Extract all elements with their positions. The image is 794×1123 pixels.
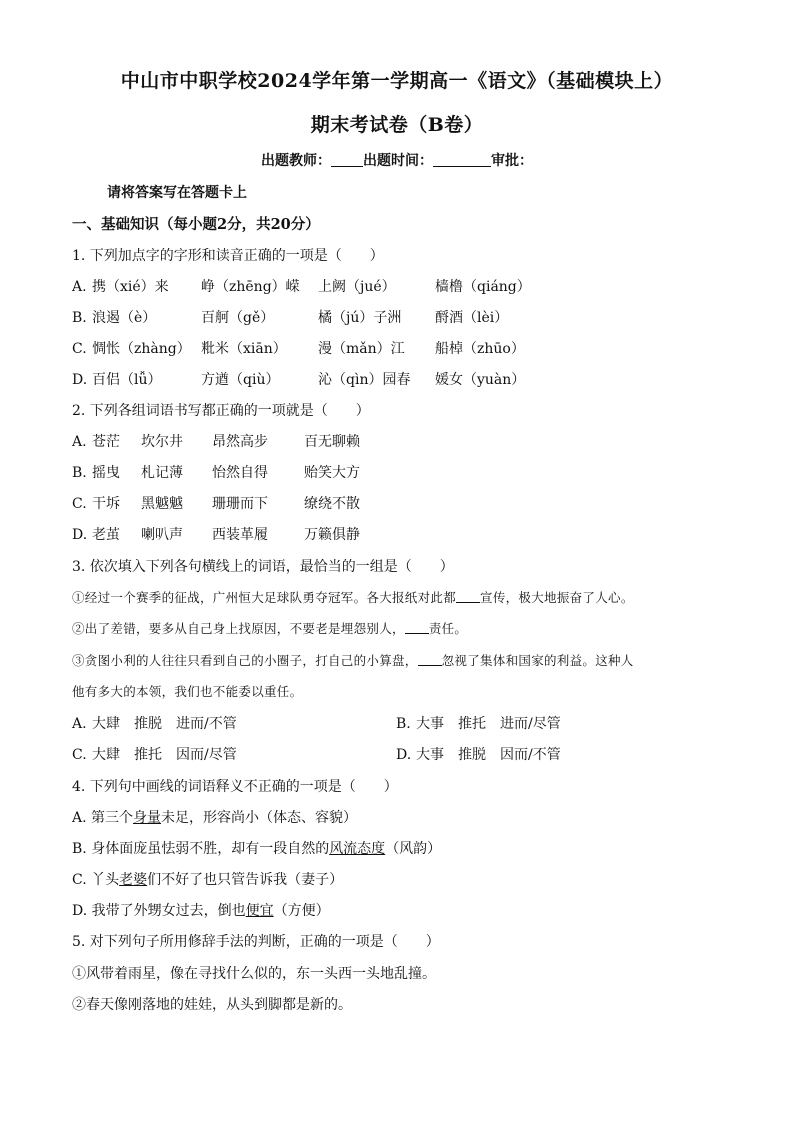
time-label: 出题时间： [363, 153, 433, 169]
option-item: 万籁俱静 [304, 527, 360, 543]
option-letter: D. [396, 747, 412, 763]
option-item: 大肆 推脱 进而/不管 [92, 716, 237, 732]
option-item: 札记薄 [141, 465, 183, 481]
option-item: 坎尔井 [141, 434, 183, 450]
option-item: 喇叭声 [141, 527, 183, 543]
option-item: 酹酒（lèi） [435, 310, 509, 326]
q3-option-d [396, 744, 561, 764]
q1-option-b [72, 307, 508, 327]
option-item: 船棹（zhūo） [435, 341, 525, 357]
q1-option-c [72, 338, 525, 358]
underlined-term: 身量 [133, 810, 162, 826]
option-item: 大肆 推托 因而/尽管 [92, 747, 237, 763]
option-item: 携（xié）来 [92, 279, 169, 295]
option-item: 西装革履 [212, 527, 268, 543]
option-item: 上阙（jué） [318, 279, 396, 295]
option-item: 怡然自得 [212, 465, 268, 481]
q4-option-d [72, 900, 330, 920]
option-letter: A. [72, 279, 87, 295]
option-text: 未足，形容尚小（体态、容貌） [161, 810, 358, 826]
exam-meta [0, 150, 794, 170]
q2-option-b [72, 462, 360, 482]
option-item: 昂然高步 [212, 434, 268, 450]
q3-option-c [72, 744, 237, 764]
q2-option-c [72, 493, 360, 513]
fill-blank [456, 590, 480, 603]
option-item: 方遒（qiù） [201, 372, 280, 388]
option-text: C. 丫头 [72, 872, 120, 888]
option-text: D. 我带了外甥女过去，倒也 [72, 903, 246, 919]
option-item: 百舸（gě） [201, 310, 275, 326]
sentence-text: 宣传，极大地振奋了人心。 [480, 590, 634, 605]
option-item: 大事 推脱 因而/不管 [416, 747, 561, 763]
option-item: 摇曳 [92, 465, 120, 481]
time-blank [433, 152, 491, 167]
answer-note: 请将答案写在答题卡上 [107, 185, 247, 201]
underlined-term: 老婆 [119, 872, 148, 888]
teacher-blank [331, 152, 363, 167]
sentence-text: 忽视了集体和国家的利益。这种人 [441, 653, 634, 668]
option-item: 粃米（xiān） [201, 341, 287, 357]
fill-blank [405, 621, 429, 634]
option-item: 贻笑大方 [304, 465, 360, 481]
option-item: 珊珊而下 [212, 496, 268, 512]
q1-stem: 1. 下列加点字的字形和读音正确的一项是（ ） [72, 248, 384, 264]
option-item: 橘（jú）子洲 [318, 310, 402, 326]
option-letter: D. [72, 527, 88, 543]
q5-stem: 5. 对下列句子所用修辞手法的判断，正确的一项是（ ） [72, 934, 440, 950]
q2-stem: 2. 下列各组词语书写都正确的一项就是（ ） [72, 403, 370, 419]
option-letter: D. [72, 372, 88, 388]
q3-stem: 3. 依次填入下列各句横线上的词语，最恰当的一组是（ ） [72, 559, 454, 575]
option-item: 沁（qìn）园春 [318, 372, 411, 388]
option-text: B. 身体面庞虽怯弱不胜，却有一段自然的 [72, 841, 330, 857]
underlined-term: 便宜 [245, 903, 274, 919]
sentence-text: 责任。 [428, 621, 468, 636]
option-text: （风韵） [385, 841, 442, 857]
option-letter: C. [72, 496, 87, 512]
q3-sentence-1 [72, 588, 634, 606]
option-item: 缭绕不散 [304, 496, 360, 512]
reviewer-label: 审批： [491, 153, 533, 169]
q1-option-d [72, 369, 525, 389]
option-item: 惆怅（zhàng） [92, 341, 191, 357]
option-item: 苍茫 [92, 434, 120, 450]
q3-option-b [396, 713, 561, 733]
option-item: 大事 推托 进而/尽管 [416, 716, 561, 732]
option-item: 媛女（yuàn） [435, 372, 526, 388]
option-item: 漫（mǎn）江 [318, 341, 405, 357]
q2-option-d [72, 524, 360, 544]
option-item: 浪遏（è） [92, 310, 157, 326]
teacher-label: 出题教师： [261, 153, 331, 169]
option-letter: C. [72, 341, 87, 357]
fill-blank [418, 653, 442, 666]
option-text: A. 第三个 [72, 810, 134, 826]
q5-sentence-2: ②春天像刚落地的娃娃，从头到脚都是新的。 [72, 997, 352, 1013]
q4-option-c [72, 869, 343, 889]
option-item: 黑魆魆 [141, 496, 183, 512]
option-item: 百侣（lǚ） [92, 372, 162, 388]
q2-option-a [72, 431, 360, 451]
option-item: 老茧 [92, 527, 120, 543]
sentence-text: ③贪图小利的人往往只看到自己的小圈子，打自己的小算盘， [72, 653, 418, 668]
option-letter: B. [72, 310, 87, 326]
underlined-term: 风流态度 [329, 841, 386, 857]
q4-stem: 4. 下列句中画线的词语释义不正确的一项是（ ） [72, 779, 398, 795]
sentence-text: ①经过一个赛季的征战，广州恒大足球队勇夺冠军。各大报纸对此都 [72, 590, 457, 605]
option-letter: C. [72, 747, 87, 763]
exam-title-line2: 期末考试卷（B卷） [310, 114, 484, 136]
option-text: （方便） [273, 903, 330, 919]
option-item: 百无聊赖 [304, 434, 360, 450]
q1-option-a [72, 276, 531, 296]
option-item: 樯橹（qiáng） [435, 279, 531, 295]
q3-sentence-2 [72, 619, 467, 637]
option-letter: B. [72, 465, 87, 481]
q3-sentence-3-cont: 他有多大的本领，我们也不能委以重任。 [72, 684, 303, 699]
option-letter: A. [72, 716, 87, 732]
option-item: 干坼 [92, 496, 120, 512]
section-heading: 一、基础知识（每小题2分，共20分） [72, 216, 320, 233]
q3-sentence-3 [72, 651, 634, 669]
exam-title-line1: 中山市中职学校2024学年第一学期高一《语文》（基础模块上） [120, 70, 674, 92]
q4-option-a [72, 807, 357, 827]
option-letter: B. [396, 716, 411, 732]
q3-option-a [72, 713, 237, 733]
option-letter: A. [72, 434, 87, 450]
q5-sentence-1: ①风带着雨星，像在寻找什么似的，东一头西一头地乱撞。 [72, 966, 436, 982]
q4-option-b [72, 838, 441, 858]
option-item: 峥（zhēng）嵘 [201, 279, 300, 295]
sentence-text: ②出了差错，要多从自己身上找原因，不要老是埋怨别人， [72, 621, 405, 636]
option-text: 们不好了也只管告诉我（妻子） [147, 872, 344, 888]
